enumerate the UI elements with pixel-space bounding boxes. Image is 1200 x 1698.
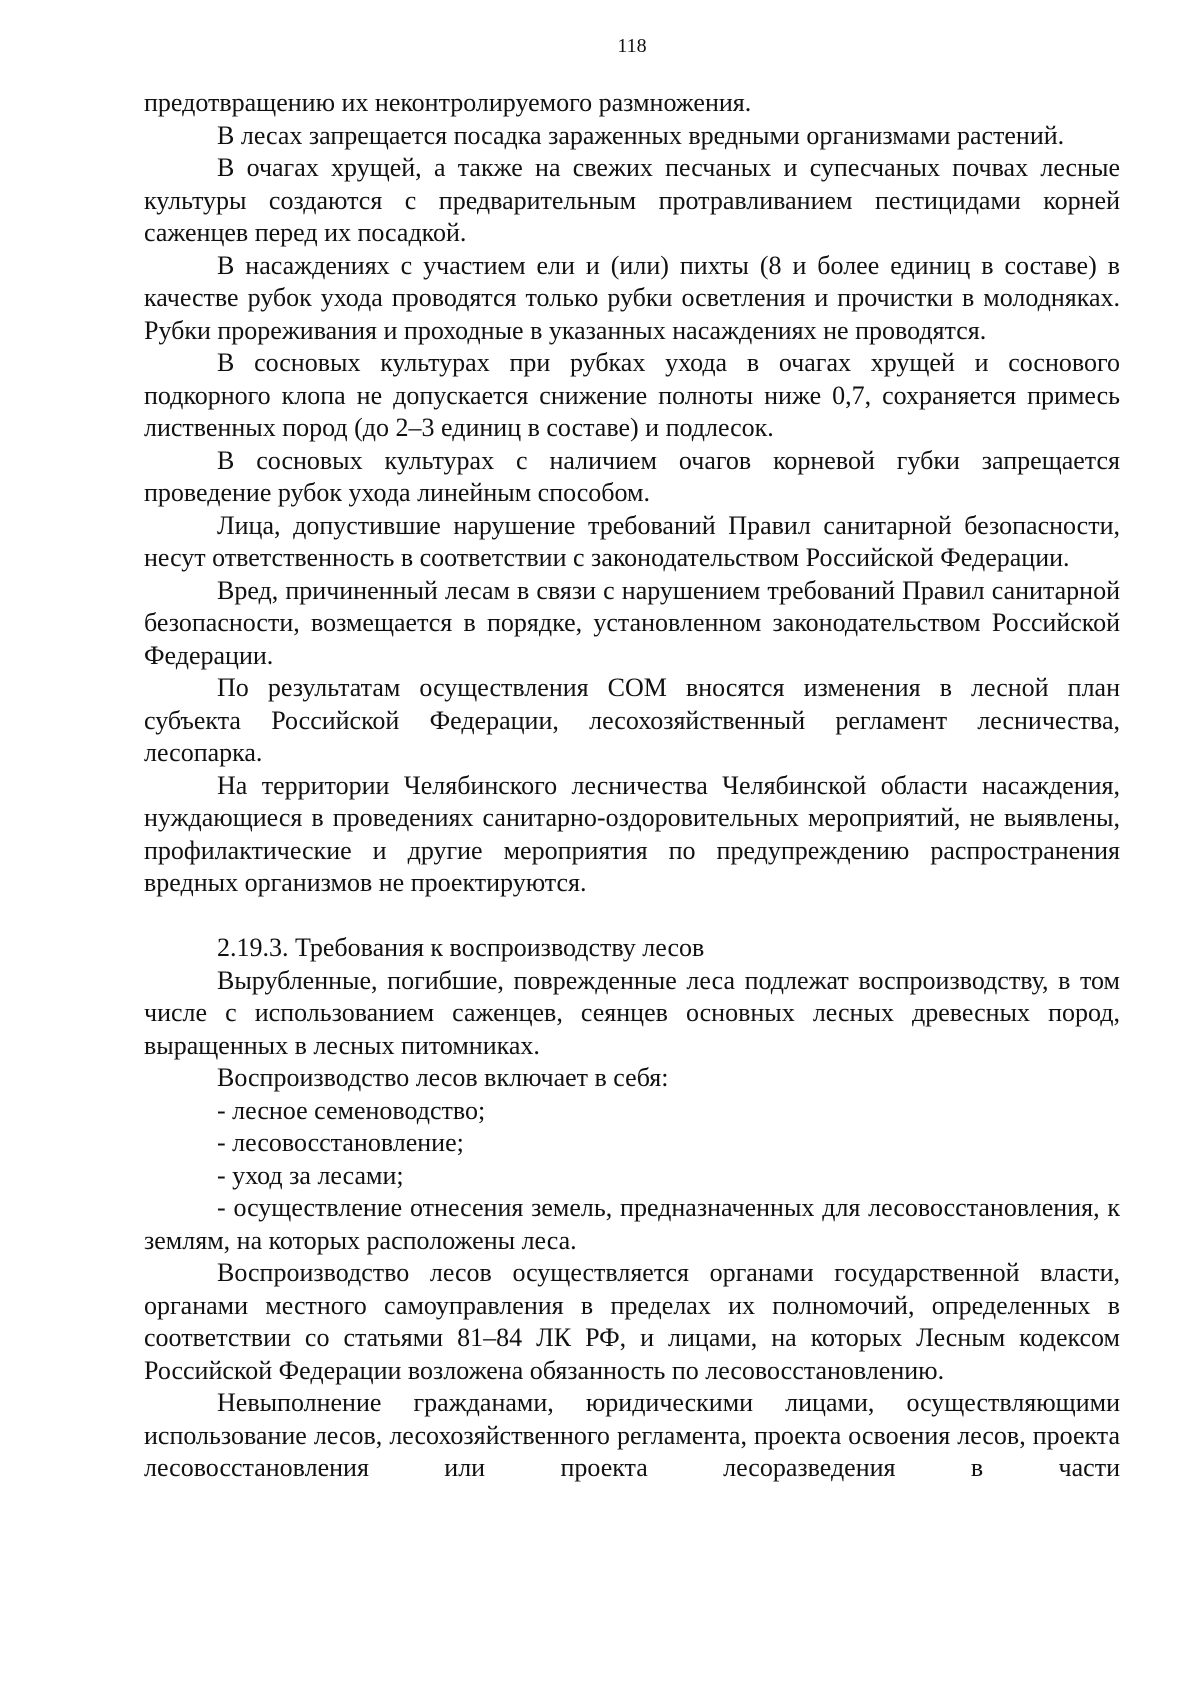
page-number: 118 bbox=[617, 35, 647, 57]
paragraph: На территории Челябинского лесничества Челябинской области насаждения, нуждающиеся в проведениях санитарно-оздоровительных мероприятий, не выявлены, профилактические и другие мероприятия по предупреждению распространения вредных организмов не проектируются. bbox=[144, 770, 1120, 897]
list-item: - осуществление отнесения земель, предназначенных для лесовосстановления, к землям, на которых расположены леса. bbox=[144, 1193, 1120, 1255]
section-heading: 2.19.3. Требования к воспроизводству лесов bbox=[217, 933, 705, 962]
paragraph: В сосновых культурах с наличием очагов корневой губки запрещается проведение рубок ухода линейным способом. bbox=[144, 445, 1120, 507]
list-item: - лесовосстановление; bbox=[217, 1128, 464, 1157]
paragraph: Вырубленные, погибшие, поврежденные леса подлежат воспроизводству, в том числе с использованием саженцев, сеянцев основных лесных древесных пород, выращенных в лесных питомниках. bbox=[144, 965, 1120, 1060]
list-item: - уход за лесами; bbox=[217, 1160, 404, 1190]
paragraph: В насаждениях с участием ели и (или) пихты (8 и более единиц в составе) в качестве рубок ухода проводятся только рубки осветления и прочистки в молодняках. Рубки прореживания и проходные в указанных насаждениях не проводятся. bbox=[144, 250, 1120, 345]
paragraph: В лесах запрещается посадка зараженных вредными организмами растений. bbox=[217, 120, 1065, 150]
paragraph: Воспроизводство лесов включает в себя: bbox=[217, 1063, 669, 1092]
paragraph: Лица, допустившие нарушение требований Правил санитарной безопасности, несут ответственность в соответствии с законодательством Российской Федерации. bbox=[144, 510, 1120, 572]
paragraph-continuation: предотвращению их неконтролируемого размножения. bbox=[144, 88, 752, 117]
paragraph: Невыполнение гражданами, юридическими лицами, осуществляющими использование лесов, лесохозяйственного регламента, проекта освоения лесов, проекта лесовосстановления или проекта лесоразведения в части bbox=[144, 1388, 1120, 1482]
paragraph: В сосновых культурах при рубках ухода в очагах хрущей и соснового подкорного клопа не допускается снижение полноты ниже 0,7, сохраняется примесь лиственных пород (до 2–3 единиц в составе) и подлесок. bbox=[144, 348, 1120, 442]
paragraph: Вред, причиненный лесам в связи с нарушением требований Правил санитарной безопасности, возмещается в порядке, установленном законодательством Российской Федерации. bbox=[144, 575, 1120, 670]
list-item: - лесное семеноводство; bbox=[217, 1095, 486, 1125]
paragraph: По результатам осуществления СОМ вносятся изменения в лесной план субъекта Российской Федерации, лесохозяйственный регламент лесничества, лесопарка. bbox=[144, 673, 1120, 767]
paragraph: Воспроизводство лесов осуществляется органами государственной власти, органами местного самоуправления в пределах их полномочий, определенных в соответствии со статьями 81–84 ЛК РФ, и лицами, на которых Лесным кодексом Российской Федерации возложена обязанность по лесовосстановлению. bbox=[144, 1258, 1120, 1385]
paragraph: В очагах хрущей, а также на свежих песчаных и супесчаных почвах лесные культуры создаются с предварительным протравливанием пестицидами корней саженцев перед их посадкой. bbox=[144, 153, 1120, 247]
document-body bbox=[144, 87, 1120, 1485]
